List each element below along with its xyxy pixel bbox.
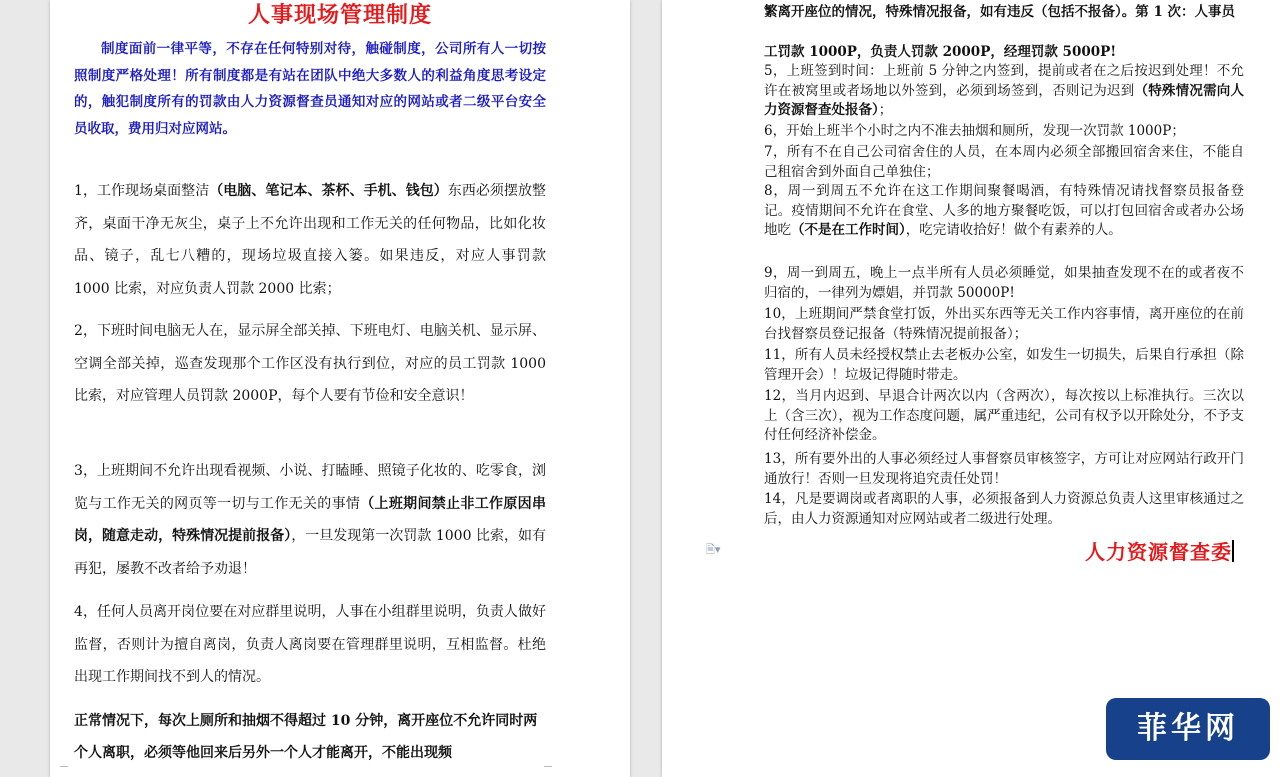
rule-5-text-a: 5，上班签到时间：上班前 5 分钟之内签到，提前或者在之后按迟到处理！不允许在被窝里或者场地以外签到，必须到场签到，否则记为迟到 (764, 63, 1244, 99)
rule-1-text-b: （电脑、笔记本、茶杯、手机、钱包） (209, 183, 448, 199)
rule-item-6: 6，开始上班半个小时之内不准去抽烟和厕所，发现一次罚款 1000P； (764, 123, 1185, 139)
rule-5-text-b: （特殊情况需向人力资源督查处报备） (764, 82, 1245, 119)
rule-item-12: 12，当月内迟到、早退合计两次以内（含两次），每次按以上标准执行。三次以上（含三次），视为工作态度问题，属严重违纪，公司有权予以开除处分，不予支付任何经济补偿金。 (764, 388, 1244, 444)
rule-item-8 (764, 182, 1244, 241)
rule-item-4: 4，任何人员离开岗位要在对应群里说明，人事在小组群里说明，负责人做好监督，否则计为擅自离岗，负责人离岗要在管理群里说明，互相监督。杜绝出现工作期间找不到人的情况。 (74, 604, 546, 685)
continued-bold-text: 繁离开座位的情况，特殊情况报备，如有违反（包括不报备）。第 1 次：人事员工罚款 1000P，负责人罚款 2000P，经理罚款 5000P! (764, 4, 1236, 60)
signature: 人力资源督查委 (1085, 540, 1232, 564)
toilet-smoking-rule: 正常情况下，每次上厕所和抽烟不得超过 10 分钟，离开座位不允许同时两个人离职，必须等他回来后另外一个人才能离开，不能出现频 (74, 713, 538, 761)
rule-1-text-a: 1，工作现场桌面整洁 (74, 183, 210, 199)
page-corner-mark (60, 766, 68, 775)
rule-8-text-a: 8，周一到周五不允许在这工作期间聚餐喝酒，有特殊情况请找督察员报备登记。疫情期间不允许在食堂、人多的地方聚餐吃饭，可以打包回宿舍或者办公场地吃 (764, 183, 1244, 239)
rule-item-9: 9，周一到周五，晚上一点半所有人员必须睡觉，如果抽查发现不在的或者夜不归宿的，一律列为嫖娼，并罚款 50000P! (764, 265, 1244, 301)
rule-1-text-c: 东西必须摆放整齐，桌面干净无灰尘，桌子上不允许出现和工作无关的任何物品，比如化妆品、镜子，乱七八糟的，现场垃圾直接入篓。如果违反，对应人事罚款 1000 比索，对应负责人罚款 2000 比索； (74, 183, 546, 297)
rule-5-text-c: ； (878, 102, 893, 119)
left-document-page (50, 0, 630, 777)
document-title: 人事现场管理制度 (247, 2, 432, 28)
rule-item-2: 2，下班时间电脑无人在，显示屏全部关掉、下班电灯、电脑关机、显示屏、空调全部关掉，巡查发现那个工作区没有执行到位，对应的员工罚款 1000 比索，对应管理人员罚款 2000P，每个人要有节俭和安全意识！ (74, 323, 546, 404)
document-icon[interactable]: 🗎▾ (706, 543, 721, 556)
rule-3-text-b: （上班期间禁止非工作原因串岗，随意走动，特殊情况提前报备） (74, 495, 546, 544)
text-cursor (1232, 540, 1234, 562)
intro-paragraph: 制度面前一律平等，不存在任何特别对待，触碰制度，公司所有人一切按照制度严格处理！所有制度都是有站在团队中绝大多数人的利益角度思考设定的，触犯制度所有的罚款由人力资源督查员通知对应的网站或者二级平台安全员收取，费用归对应网站。 (74, 41, 546, 137)
rule-3-text-c: ，一旦发现第一次罚款 1000 比索，如有再犯，屡教不改者给予劝退！ (74, 528, 546, 577)
site-watermark-logo: 菲华网 (1106, 698, 1270, 760)
rule-item-14: 14，凡是要调岗或者离职的人事，必须报备到人力资源总负责人这里审核通过之后，由人力资源通知对应网站或者二级进行处理。 (764, 491, 1244, 527)
page-corner-mark (544, 766, 552, 775)
rule-item-7: 7，所有不在自己公司宿舍住的人员，在本周内必须全部搬回宿舍来住，不能自己租宿舍到外面自己单独住； (764, 144, 1244, 180)
rule-8-text-c: ，吃完请收拾好！做个有素养的人。 (905, 222, 1122, 239)
rule-8-text-b: （不是在工作时间） (791, 222, 906, 239)
rule-3-text-a: 3，上班期间不允许出现看视频、小说、打瞌睡、照镜子化妆的、吃零食，浏览与工作无关的网页等一切与工作无关的事情 (74, 463, 546, 512)
rule-item-11: 11，所有人员未经授权禁止去老板办公室，如发生一切损失，后果自行承担（除管理开会）！垃圾记得随时带走。 (764, 347, 1244, 383)
rule-item-5 (764, 62, 1244, 121)
rule-item-10: 10，上班期间严禁食堂打饭，外出买东西等无关工作内容事情，离开座位的在前台找督察员登记报备（特殊情况提前报备）； (764, 306, 1244, 342)
rule-item-13: 13，所有要外出的人事必须经过人事督察员审核签字，方可让对应网站行政开门通放行！否则一旦发现将追究责任处罚！ (764, 451, 1244, 487)
rule-item-3 (74, 455, 546, 585)
right-document-page (662, 0, 1280, 777)
rule-item-1 (74, 175, 546, 305)
